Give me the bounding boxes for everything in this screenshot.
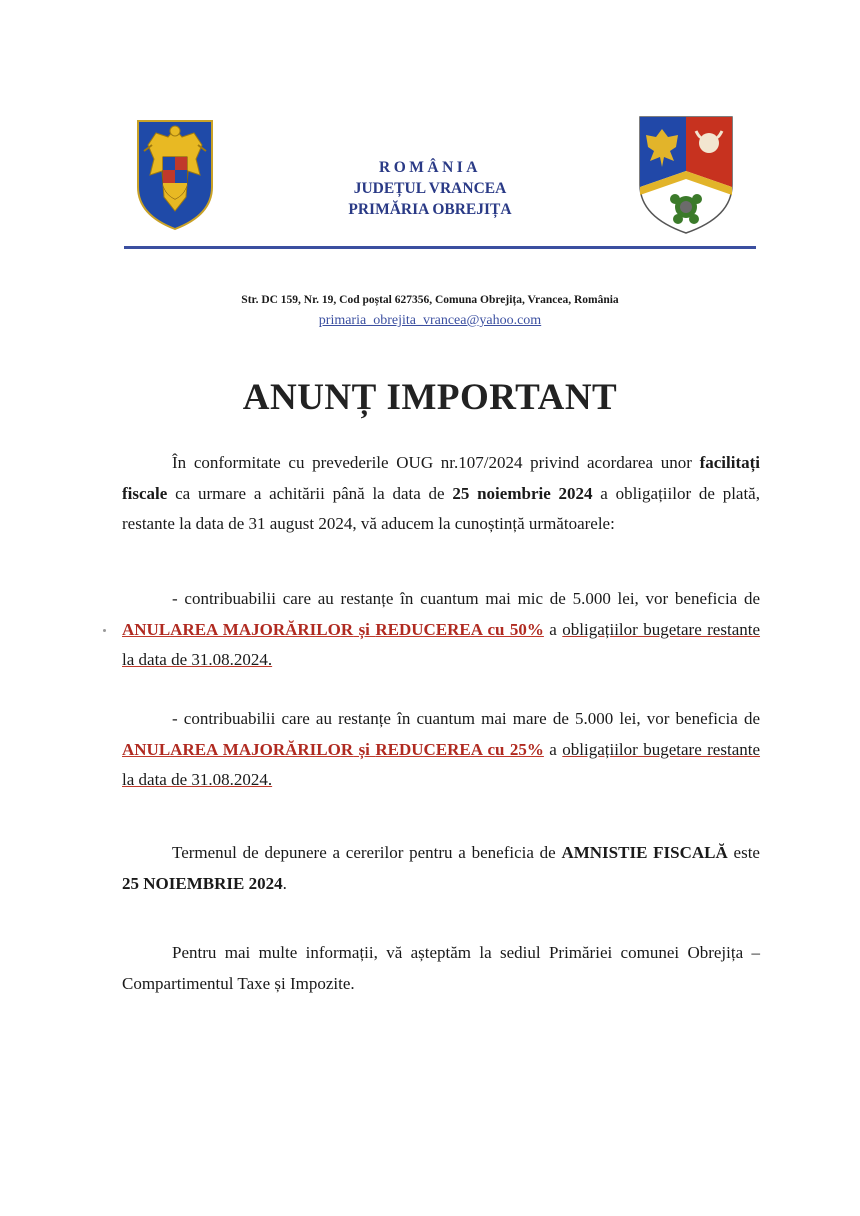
paragraph-over-5000 (122, 704, 760, 796)
scan-speck (103, 629, 106, 632)
p4-deadline-date: 25 NOIEMBRIE 2024 (122, 873, 283, 893)
p1-facilitati-fiscale: facilitați fiscale (122, 453, 760, 503)
p2-reducere-50: REDUCEREA cu 50% (375, 619, 544, 639)
p2-text-b: a (543, 619, 563, 639)
p1-text-a: În conformitate cu prevederile OUG nr.107/2024 privind acordarea unor (172, 453, 700, 472)
header-institution: PRIMĂRIA OBREJIȚA (348, 201, 512, 218)
p2-text-a: - contribuabilii care au restanțe în cuantum mai mic de 5.000 lei, vor beneficia de (172, 589, 760, 608)
header-country: ROMÂNIA (379, 159, 481, 176)
p5-text: Pentru mai multe informații, vă așteptăm la sediul Primăriei comunei Obrejița – Compartimentul Taxe și Impozite. (122, 943, 760, 993)
p4-amnistie-fiscala: AMNISTIE FISCALĂ (561, 843, 728, 862)
p1-text-c: ca urmare a achitării până la data de (167, 483, 453, 503)
vrancea-county-coat-of-arms-icon (638, 115, 734, 235)
p2-anulare-majorari: ANULAREA MAJORĂRILOR (122, 619, 354, 639)
p3-reducere-25: REDUCEREA cu 25% (375, 739, 544, 759)
email-link[interactable]: primaria_obrejita_vrancea@yahoo.com (318, 313, 542, 328)
p3-obligatii: obligațiilor bugetare restante la data de 31.08.2024. (122, 739, 761, 789)
p2-obligatii: obligațiilor bugetare restante la data de 31.08.2024. (122, 619, 761, 669)
p1-deadline-date: 25 noiembrie 2024 (452, 483, 593, 503)
p2-and: și (353, 619, 376, 639)
p4-text-c: este (727, 843, 760, 862)
p3-text-b: a (543, 739, 563, 759)
p4-text-a: Termenul de depunere a cererilor pentru a beneficia de (172, 843, 562, 862)
p4-text-e: . (282, 873, 287, 893)
address-line: Str. DC 159, Nr. 19, Cod poștal 627356, Comuna Obrejița, Vrancea, România (241, 294, 619, 306)
p3-and: și (353, 739, 376, 759)
paragraph-intro (122, 448, 760, 540)
paragraph-deadline (122, 838, 760, 899)
p3-anulare-majorari: ANULAREA MAJORĂRILOR (122, 739, 354, 759)
p1-text-e: a obligațiilor de plată, restante la data de 31 august 2024, vă aducem la cunoștință următoarele: (122, 483, 760, 533)
header-block (300, 157, 560, 220)
p3-text-a: - contribuabilii care au restanțe în cuantum mai mare de 5.000 lei, vor beneficia de (172, 709, 760, 728)
page-title: ANUNȚ IMPORTANT (242, 377, 618, 418)
paragraph-contact-info (122, 938, 760, 999)
paragraph-under-5000 (122, 584, 760, 676)
header-divider (124, 246, 756, 249)
header-county: JUDEȚUL VRANCEA (353, 180, 507, 197)
romania-coat-of-arms-icon (134, 115, 216, 231)
